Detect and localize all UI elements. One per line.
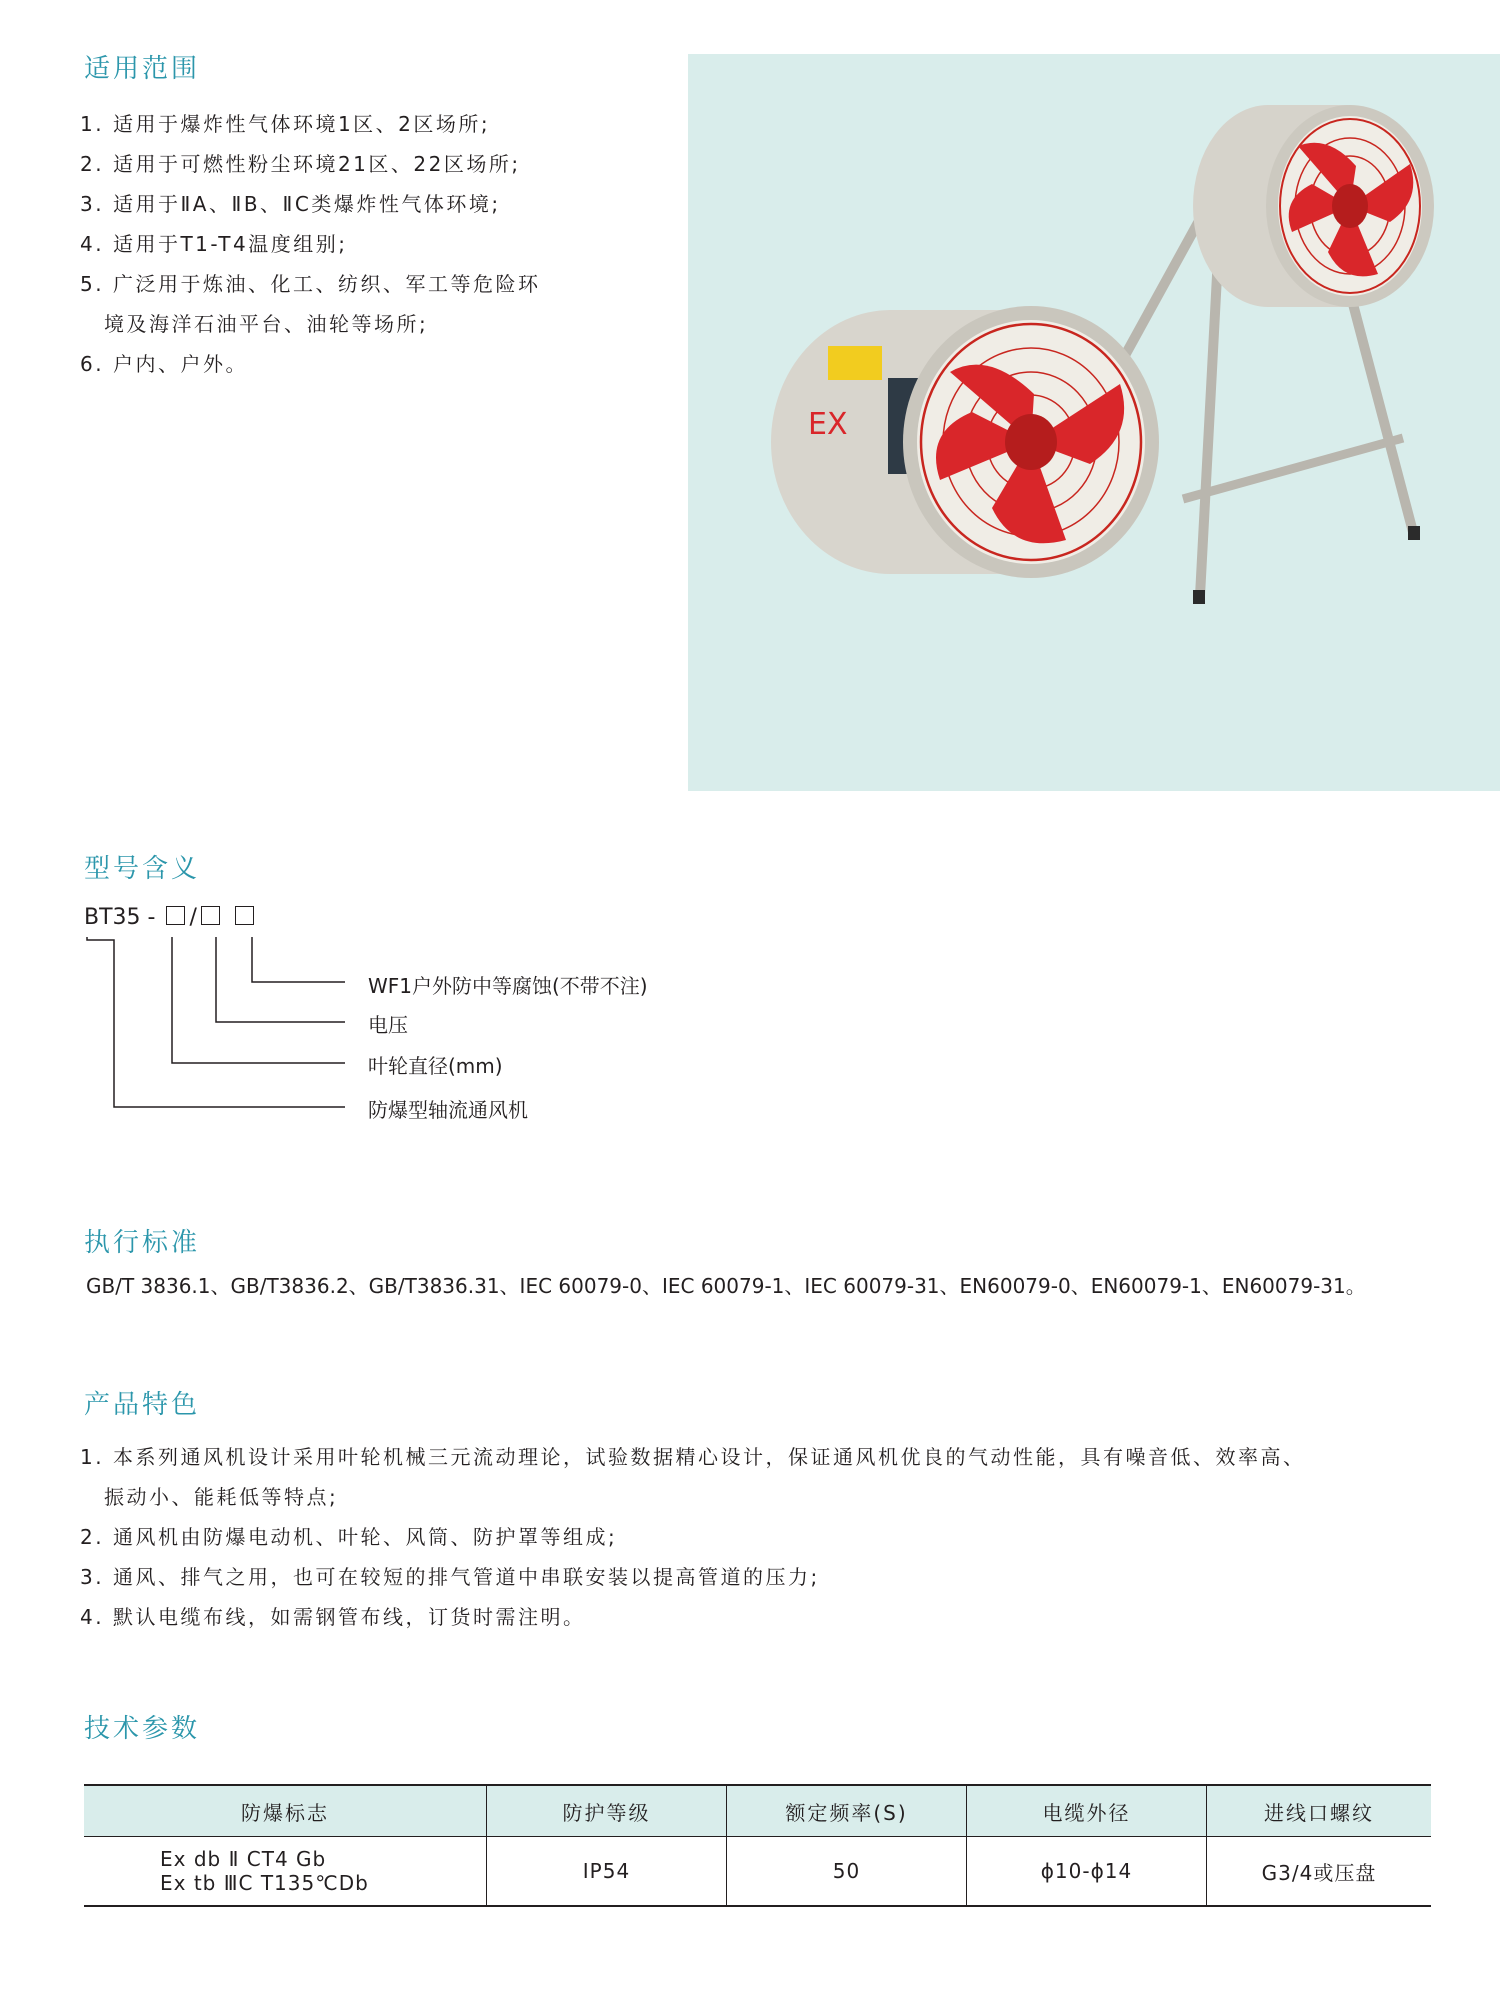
features-title: 产品特色 [84,1390,201,1420]
list-item: 2. 适用于可燃性粉尘环境21区、22区场所; [80,152,521,176]
standards-title: 执行标准 [84,1228,201,1258]
params-table [84,1784,1431,1907]
list-item: 1. 本系列通风机设计采用叶轮机械三元流动理论，试验数据精心设计，保证通风机优良的气动性能，具有噪音低、效率高、 振动小、能耗低等特点; [80,1445,1306,1509]
list-item: 4. 适用于T1-T4温度组别; [80,232,348,256]
features-list [80,1437,1305,1637]
header-frequency: 额定频率(S) [727,1785,967,1837]
header-ex-mark: 防爆标志 [84,1785,487,1837]
list-item: 6. 户内、户外。 [80,352,248,376]
cell-thread: G3/4或压盘 [1207,1837,1432,1907]
standards-text: GB/T 3836.1、GB/T3836.2、GB/T3836.31、IEC 60079-0、IEC 60079-1、IEC 60079-31、EN60079-0、EN60079-1、EN60079-31。 [86,1274,1366,1298]
model-label-diameter: 叶轮直径(mm) [368,1054,503,1078]
ex-label: EX [808,407,848,442]
cell-ex-mark: Ex db Ⅱ CT4 Gb Ex tb ⅢC T135℃Db [84,1837,487,1907]
cell-protection: IP54 [487,1837,727,1907]
list-item: 2. 通风机由防爆电动机、叶轮、风筒、防护罩等组成; [80,1525,618,1549]
model-label-type: 防爆型轴流通风机 [368,1098,528,1122]
model-label-option: WF1户外防中等腐蚀(不带不注) [368,974,648,998]
list-item: 1. 适用于爆炸性气体环境1区、2区场所; [80,112,491,136]
header-thread: 进线口螺纹 [1207,1785,1432,1837]
header-protection: 防护等级 [487,1785,727,1837]
list-item: 5. 广泛用于炼油、化工、纺织、军工等危险环 境及海洋石油平台、油轮等场所; [80,272,541,336]
scope-title: 适用范围 [84,54,201,84]
header-cable: 电缆外径 [967,1785,1207,1837]
cell-cable: ϕ10-ϕ14 [967,1837,1207,1907]
cell-frequency: 50 [727,1837,967,1907]
params-title: 技术参数 [84,1714,201,1744]
model-label-voltage: 电压 [368,1013,408,1037]
list-item: 3. 通风、排气之用，也可在较短的排气管道中串联安装以提高管道的压力; [80,1565,820,1589]
list-item: 4. 默认电缆布线，如需钢管布线，订货时需注明。 [80,1605,586,1629]
model-title: 型号含义 [84,854,201,884]
model-code: BT35 - / [84,905,258,930]
table-row [84,1837,1431,1907]
list-item: 3. 适用于ⅡA、ⅡB、ⅡC类爆炸性气体环境; [80,192,501,216]
